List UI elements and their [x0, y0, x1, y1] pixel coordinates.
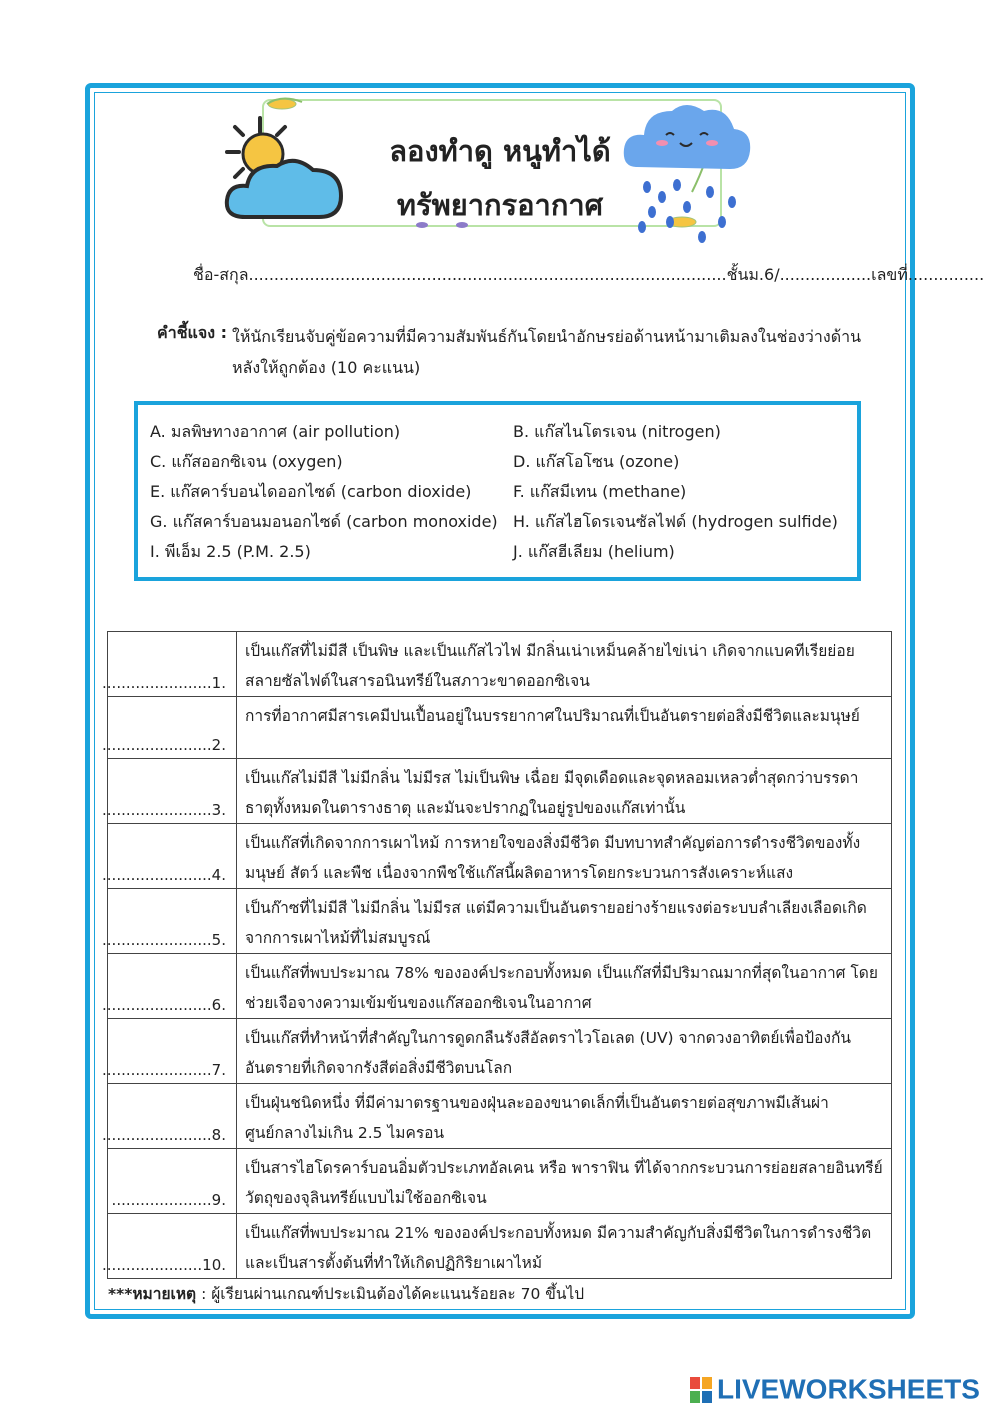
table-row: [108, 954, 892, 1019]
answer-blank-6[interactable]: .......................6.: [108, 954, 237, 1019]
note-text: : ผู้เรียนผ่านเกณฑ์ประเมินต้องได้คะแนนร้อยละ 70 ขึ้นไป: [201, 1285, 585, 1303]
answer-blank-2[interactable]: .......................2.: [108, 697, 237, 759]
choice-i: I. พีเอ็ม 2.5 (P.M. 2.5): [150, 542, 311, 561]
table-row: [108, 759, 892, 824]
worksheet-title: ลองทำดู หนูทำได้: [389, 134, 611, 168]
question-text-9: เป็นสารไฮโดรคาร์บอนอิ่มตัวประเภทอัลเคน หรือ พาราฟิน ที่ได้จากกระบวนการย่อยสลายอินทรีย์วัตถุของจุลินทรีย์แบบไม่ใช้ออกซิเจน: [237, 1149, 892, 1214]
question-text-1: เป็นแก๊สที่ไม่มีสี เป็นพิษ และเป็นแก๊สไวไฟ มีกลิ่นเน่าเหม็นคล้ายไข่เน่า เกิดจากแบคทีเรียย่อยสลายซัลไฟต์ในสารอนินทรีย์ในสภาวะขาดออกซิเจน: [237, 632, 892, 697]
note-label: ***หมายเหตุ: [108, 1285, 197, 1303]
matching-table: [102, 631, 892, 1279]
instructions-text: ให้นักเรียนจับคู่ข้อความที่มีความสัมพันธ์กันโดยนำอักษรย่อด้านหน้ามาเติมลงในช่องว่างด้านหลังให้ถูกต้อง (10 คะแนน): [232, 327, 862, 377]
choice-a: A. มลพิษทางอากาศ (air pollution): [150, 422, 401, 441]
answer-blank-10[interactable]: .....................10.: [108, 1214, 237, 1279]
table-row: [108, 697, 892, 759]
question-text-6: เป็นแก๊สที่พบประมาณ 78% ขององค์ประกอบทั้งหมด เป็นแก๊สที่มีปริมาณมากที่สุดในอากาศ โดยช่วยเจือจางความเข้มข้นของแก๊สออกซิเจนในอากาศ: [237, 954, 892, 1019]
question-text-2: การที่อากาศมีสารเคมีปนเปื้อนอยู่ในบรรยากาศในปริมาณที่เป็นอันตรายต่อสิ่งมีชีวิตและมนุษย์: [237, 697, 892, 759]
question-text-3: เป็นแก๊สไม่มีสี ไม่มีกลิ่น ไม่มีรส ไม่เป็นพิษ เฉื่อย มีจุดเดือดและจุดหลอมเหลวต่ำสุดกว่าบรรดาธาตุทั้งหมดในตารางธาตุ และมันจะปรากฏในอยู่รูปของแก๊สเท่านั้น: [237, 759, 892, 824]
table-row: [108, 1214, 892, 1279]
liveworksheets-logo-text: LIVEWORKSHEETS: [717, 1373, 980, 1405]
choice-e: E. แก๊สคาร์บอนไดออกไซด์ (carbon dioxide): [150, 482, 472, 501]
question-text-4: เป็นแก๊สที่เกิดจากการเผาไหม้ การหายใจของสิ่งมีชีวิต มีบทบาทสำคัญต่อการดำรงชีวิตของทั้งมนุษย์ สัตว์ และพืช เนื่องจากพืชใช้แก๊สนี้ผลิตอาหารโดยกระบวนการสังเคราะห์แสง: [237, 824, 892, 889]
answer-blank-7[interactable]: .......................7.: [108, 1019, 237, 1084]
student-info-line: ชื่อ-สกุล..............................................................................................ชั้นม.6/..................เลขที่...............: [193, 265, 985, 284]
instructions-label: คำชี้แจง :: [157, 323, 228, 342]
choice-b: B. แก๊สไนโตรเจน (nitrogen): [513, 422, 721, 441]
answer-blank-9[interactable]: .....................9.: [108, 1149, 237, 1214]
rain-cloud-icon: [622, 97, 757, 252]
table-row: [108, 1019, 892, 1084]
choice-h: H. แก๊สไฮโดรเจนซัลไฟด์ (hydrogen sulfide): [513, 512, 838, 531]
answer-blank-4[interactable]: .......................4.: [108, 824, 237, 889]
table-row: [108, 889, 892, 954]
table-row: [108, 1149, 892, 1214]
liveworksheets-logo-icon: [690, 1377, 714, 1403]
question-text-5: เป็นก๊าซที่ไม่มีสี ไม่มีกลิ่น ไม่มีรส แต่มีความเป็นอันตรายอย่างร้ายแรงต่อระบบลำเลียงเลือดเกิดจากการเผาไหม้ที่ไม่สมบูรณ์: [237, 889, 892, 954]
choice-d: D. แก๊สโอโซน (ozone): [513, 452, 680, 471]
table-row: [108, 632, 892, 697]
answer-blank-5[interactable]: .......................5.: [108, 889, 237, 954]
worksheet-subtitle: ทรัพยากรอากาศ: [396, 188, 604, 222]
note-line: [108, 1281, 584, 1306]
question-text-8: เป็นฝุ่นชนิดหนึ่ง ที่มีค่ามาตรฐานของฝุ่นละอองขนาดเล็กที่เป็นอันตรายต่อสุขภาพมีเส้นผ่าศูนย์กลางไม่เกิน 2.5 ไมครอน: [237, 1084, 892, 1149]
choice-c: C. แก๊สออกซิเจน (oxygen): [150, 452, 343, 471]
liveworksheets-logo[interactable]: [690, 1372, 980, 1406]
choice-g: G. แก๊สคาร์บอนมอนอกไซด์ (carbon monoxide): [150, 512, 498, 531]
answer-blank-3[interactable]: .......................3.: [108, 759, 237, 824]
choice-f: F. แก๊สมีเทน (methane): [513, 482, 687, 501]
choice-j: J. แก๊สฮีเลียม (helium): [513, 542, 675, 561]
question-text-10: เป็นแก๊สที่พบประมาณ 21% ขององค์ประกอบทั้งหมด มีความสำคัญกับสิ่งมีชีวิตในการดำรงชีวิต และเป็นสารตั้งต้นที่ทำให้เกิดปฏิกิริยาเผาไหม้: [237, 1214, 892, 1279]
table-row: [108, 824, 892, 889]
question-text-7: เป็นแก๊สที่ทำหน้าที่สำคัญในการดูดกลืนรังสีอัลตราไวโอเลต (UV) จากดวงอาทิตย์เพื่อป้องกันอันตรายที่เกิดจากรังสีต่อสิ่งมีชีวิตบนโลก: [237, 1019, 892, 1084]
answer-blank-1[interactable]: .......................1.: [108, 632, 237, 697]
table-row: [108, 1084, 892, 1149]
answer-blank-8[interactable]: .......................8.: [108, 1084, 237, 1149]
